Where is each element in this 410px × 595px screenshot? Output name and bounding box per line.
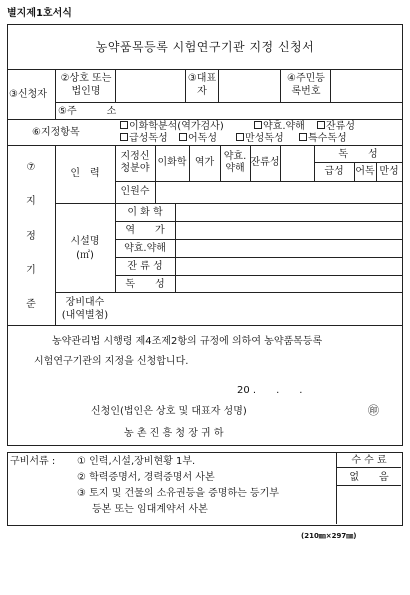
facility-row-toxicity: 독 성 (125, 279, 165, 290)
trade-name-label-1: ②상호 또는 (60, 73, 112, 84)
checkbox-icon (317, 121, 325, 129)
criteria-char-2: 정 (26, 231, 36, 242)
col-chronic: 만성 (379, 166, 399, 177)
document-item-1: ① 인력,시설,장비현황 1부. (77, 456, 196, 467)
designation-option-acute[interactable]: 급성독성 (120, 133, 168, 144)
criteria-char-1: 지 (26, 196, 36, 207)
criteria-char-3: 기 (26, 265, 36, 276)
facility-area-fields[interactable] (177, 205, 400, 290)
checkbox-icon (254, 121, 262, 129)
criteria-number: ⑦ (26, 162, 36, 173)
representative-field[interactable] (220, 72, 278, 100)
designation-option-chem[interactable]: 이화학분석(역가검사) (120, 121, 224, 132)
facility-row-potency: 역 가 (125, 225, 165, 236)
designation-label: ⑥지정항목 (32, 127, 80, 138)
field-header-1: 지정신 (120, 151, 150, 162)
reg-no-field[interactable] (332, 72, 400, 100)
col-fish: 어독 (355, 166, 375, 177)
col-potency: 역가 (194, 157, 215, 168)
headcount-field[interactable] (157, 183, 400, 201)
date-field[interactable]: 20 . . . (237, 385, 303, 396)
representative-label-1: ③대표 (187, 73, 217, 84)
address-field[interactable] (120, 104, 400, 118)
document-item-3: ③ 토지 및 건물의 소유권등을 증명하는 등기부 (77, 488, 279, 499)
fee-label: 수 수 료 (351, 455, 387, 466)
address-label: ⑤주 소 (58, 106, 117, 117)
criteria-char-4: 준 (26, 299, 36, 310)
seal-icon: ㊞ (368, 404, 379, 417)
field-header-2: 청분야 (120, 163, 150, 174)
col-residue: 잔류성 (250, 157, 280, 168)
trade-name-label-2: 법인명 (71, 86, 101, 97)
designation-option-special[interactable]: 특수독성 (299, 133, 347, 144)
facility-row-residue: 잔 류 성 (127, 261, 163, 272)
reg-no-label-1: ④주민등 (287, 73, 325, 84)
document-item-3-cont: 등본 또는 임대계약서 사본 (92, 504, 208, 515)
form-number: 별지제1호서식 (7, 8, 72, 19)
statement-line-1: 농약관리법 시행령 제4조제2항의 규정에 의하여 농약품목등록 (52, 336, 323, 347)
checkbox-icon (120, 121, 128, 129)
applicant-label: ③신청자 (9, 89, 47, 100)
facility-unit: (㎡) (76, 250, 94, 261)
designation-option-efficacy[interactable]: 약효.약해 (254, 121, 305, 132)
checkbox-icon (299, 133, 307, 141)
equipment-label-2: (내역별첨) (61, 310, 109, 321)
equipment-label-1: 장비대수 (65, 297, 105, 308)
personnel-label: 인 력 (70, 168, 100, 179)
trade-name-field[interactable] (117, 72, 183, 100)
paper-size: (210㎜×297㎜) (301, 532, 357, 540)
recipient: 농 촌 진 흥 청 장 귀 하 (124, 428, 224, 439)
checkbox-icon (120, 133, 128, 141)
reg-no-label-2: 록번호 (291, 86, 321, 97)
fee-value: 없 음 (349, 472, 389, 483)
signer-label: 신청인(법인은 상호 및 대표자 성명) (91, 406, 247, 417)
designation-option-fish[interactable]: 어독성 (179, 133, 217, 144)
documents-label: 구비서류 : (10, 456, 56, 467)
designation-option-chronic[interactable]: 만성독성 (236, 133, 284, 144)
equipment-field[interactable] (117, 294, 400, 323)
col-efficacy-2: 약해 (225, 163, 245, 174)
form-title: 농약품목등록 시험연구기관 지정 신청서 (95, 40, 315, 54)
statement-line-2: 시험연구기관의 지정을 신청합니다. (34, 356, 189, 367)
document-item-2: ② 학력증명서, 경력증명서 사본 (77, 472, 215, 483)
facility-label: 시설명 (70, 236, 100, 247)
col-efficacy-1: 약효. (223, 151, 247, 162)
col-chem: 이화학 (157, 157, 187, 168)
checkbox-icon (236, 133, 244, 141)
checkbox-icon (179, 133, 187, 141)
col-acute: 급성 (324, 166, 344, 177)
facility-row-chem: 이 화 학 (127, 207, 163, 218)
headcount-label: 인원수 (120, 186, 150, 197)
designation-option-residue[interactable]: 잔류성 (317, 121, 355, 132)
facility-row-efficacy: 약효.약해 (124, 243, 166, 254)
col-toxicity: 독 성 (338, 149, 378, 160)
representative-label-2: 자 (197, 86, 207, 97)
